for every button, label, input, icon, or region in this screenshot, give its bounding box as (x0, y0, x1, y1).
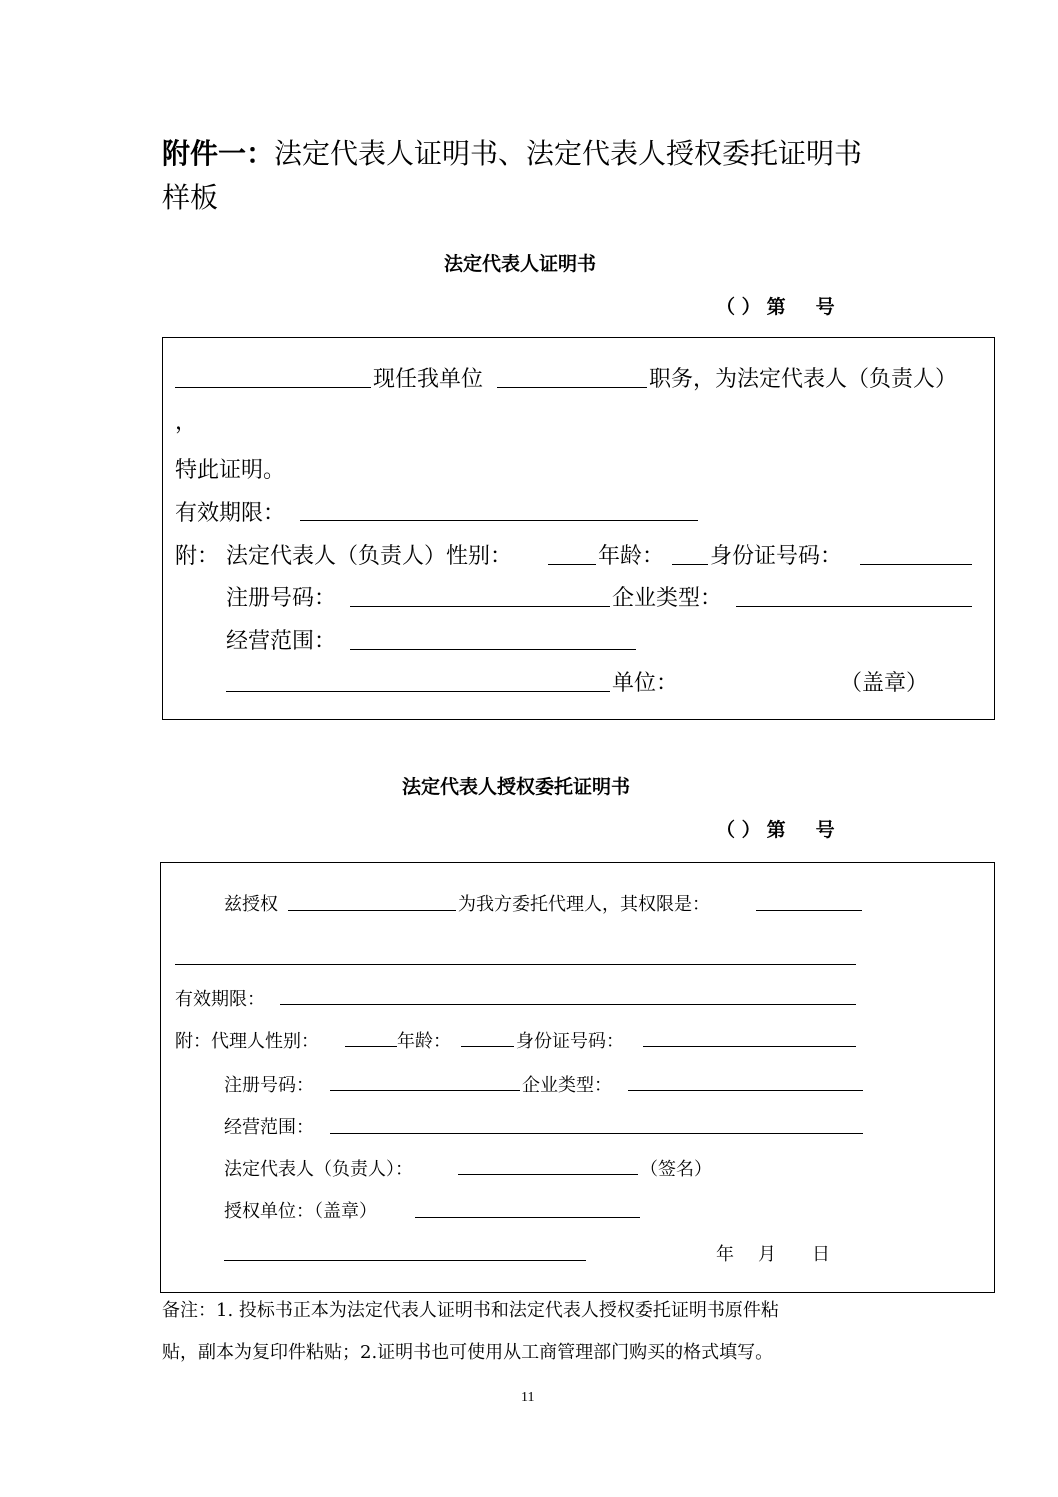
cert-line1-b: 职务，为法定代表人（负责人） (649, 367, 958, 392)
cert-signature-blank[interactable] (226, 691, 610, 692)
auth-unit-label: 授权单位：（盖章） (224, 1201, 377, 1222)
auth-gender-label: 附：代理人性别： (175, 1031, 319, 1052)
cert-age-blank[interactable] (672, 564, 708, 565)
auth-legal-rep-label: 法定代表人（负责人）： (224, 1159, 413, 1180)
attachment-prefix: 附件一： (162, 137, 275, 170)
auth-reg-blank[interactable] (330, 1090, 520, 1091)
attachment-heading-text: 法定代表人证明书、法定代表人授权委托证明书 (274, 137, 863, 170)
auth-month-label: 月 (758, 1244, 776, 1265)
cert-position-blank[interactable] (497, 387, 647, 388)
auth-line1-b: 为我方委托代理人，其权限是： (458, 894, 710, 915)
cert-fu-label: 附： (175, 544, 220, 569)
cert-scope-label: 经营范围： (226, 629, 337, 654)
auth-doc-number-hao: 号 (815, 819, 835, 841)
cert-name-blank[interactable] (175, 387, 371, 388)
auth-year-label: 年 (716, 1244, 734, 1265)
auth-validity-blank[interactable] (280, 1004, 856, 1005)
auth-scope-blank-2[interactable] (175, 964, 856, 965)
auth-doc-number-di: 第 (766, 819, 786, 841)
auth-legal-rep-blank[interactable] (458, 1174, 638, 1175)
cert-scope-blank[interactable] (350, 649, 636, 650)
auth-gender-blank[interactable] (345, 1046, 397, 1047)
auth-unit-blank[interactable] (415, 1217, 640, 1218)
cert-id-label: 身份证号码： (710, 544, 843, 569)
cert-validity-blank[interactable] (300, 520, 698, 521)
auth-day-label: 日 (812, 1244, 830, 1265)
notes-line2: 贴，副本为复印件粘贴；2.证明书也可使用从工商管理部门购买的格式填写。 (162, 1342, 774, 1363)
auth-doc-number-paren: （ ） (716, 819, 761, 841)
cert-comma: ， (175, 410, 198, 435)
cert-gender-label: 法定代表人（负责人）性别： (226, 544, 513, 569)
attachment-heading (162, 132, 862, 172)
cert-line1-a: 现任我单位 (373, 367, 484, 392)
auth-agent-blank[interactable] (288, 910, 456, 911)
cert-type-label: 企业类型： (612, 586, 723, 611)
page-number: 11 (521, 1390, 535, 1405)
cert-validity-label: 有效期限： (175, 501, 286, 526)
auth-age-label: 年龄： (397, 1031, 451, 1052)
auth-line1-a: 兹授权 (224, 894, 278, 915)
auth-scope-label: 经营范围： (224, 1117, 314, 1138)
cert-doc-number (716, 292, 835, 319)
cert-box (162, 337, 995, 720)
auth-scope-blank-1[interactable] (756, 910, 862, 911)
cert-doc-number-di: 第 (766, 296, 786, 318)
cert-doc-number-hao: 号 (815, 296, 835, 318)
auth-validity-label: 有效期限： (175, 989, 265, 1010)
cert-gender-blank[interactable] (548, 564, 596, 565)
auth-id-blank[interactable] (643, 1046, 856, 1047)
auth-type-blank[interactable] (628, 1090, 863, 1091)
cert-age-label: 年龄： (598, 544, 665, 569)
cert-type-blank[interactable] (736, 606, 972, 607)
auth-title: 法定代表人授权委托证明书 (402, 776, 631, 798)
auth-signature-blank[interactable] (224, 1260, 586, 1261)
auth-type-label: 企业类型： (522, 1075, 612, 1096)
auth-id-label: 身份证号码： (516, 1031, 624, 1052)
cert-reg-label: 注册号码： (226, 586, 337, 611)
cert-title: 法定代表人证明书 (444, 253, 597, 275)
cert-statement: 特此证明。 (175, 458, 286, 483)
cert-seal-label: （盖章） (840, 671, 929, 696)
auth-reg-label: 注册号码： (224, 1075, 314, 1096)
cert-reg-blank[interactable] (350, 606, 610, 607)
cert-unit-label: 单位： (612, 671, 679, 696)
cert-doc-number-paren: （ ） (716, 296, 761, 318)
notes-line1: 备注：1. 投标书正本为法定代表人证明书和法定代表人授权委托证明书原件粘 (162, 1300, 779, 1321)
cert-id-blank[interactable] (860, 564, 972, 565)
auth-age-blank[interactable] (461, 1046, 514, 1047)
auth-doc-number (716, 815, 835, 842)
auth-sign-label: （签名） (640, 1159, 712, 1180)
auth-biz-scope-blank[interactable] (330, 1133, 863, 1134)
attachment-heading-line2: 样板 (162, 181, 219, 214)
